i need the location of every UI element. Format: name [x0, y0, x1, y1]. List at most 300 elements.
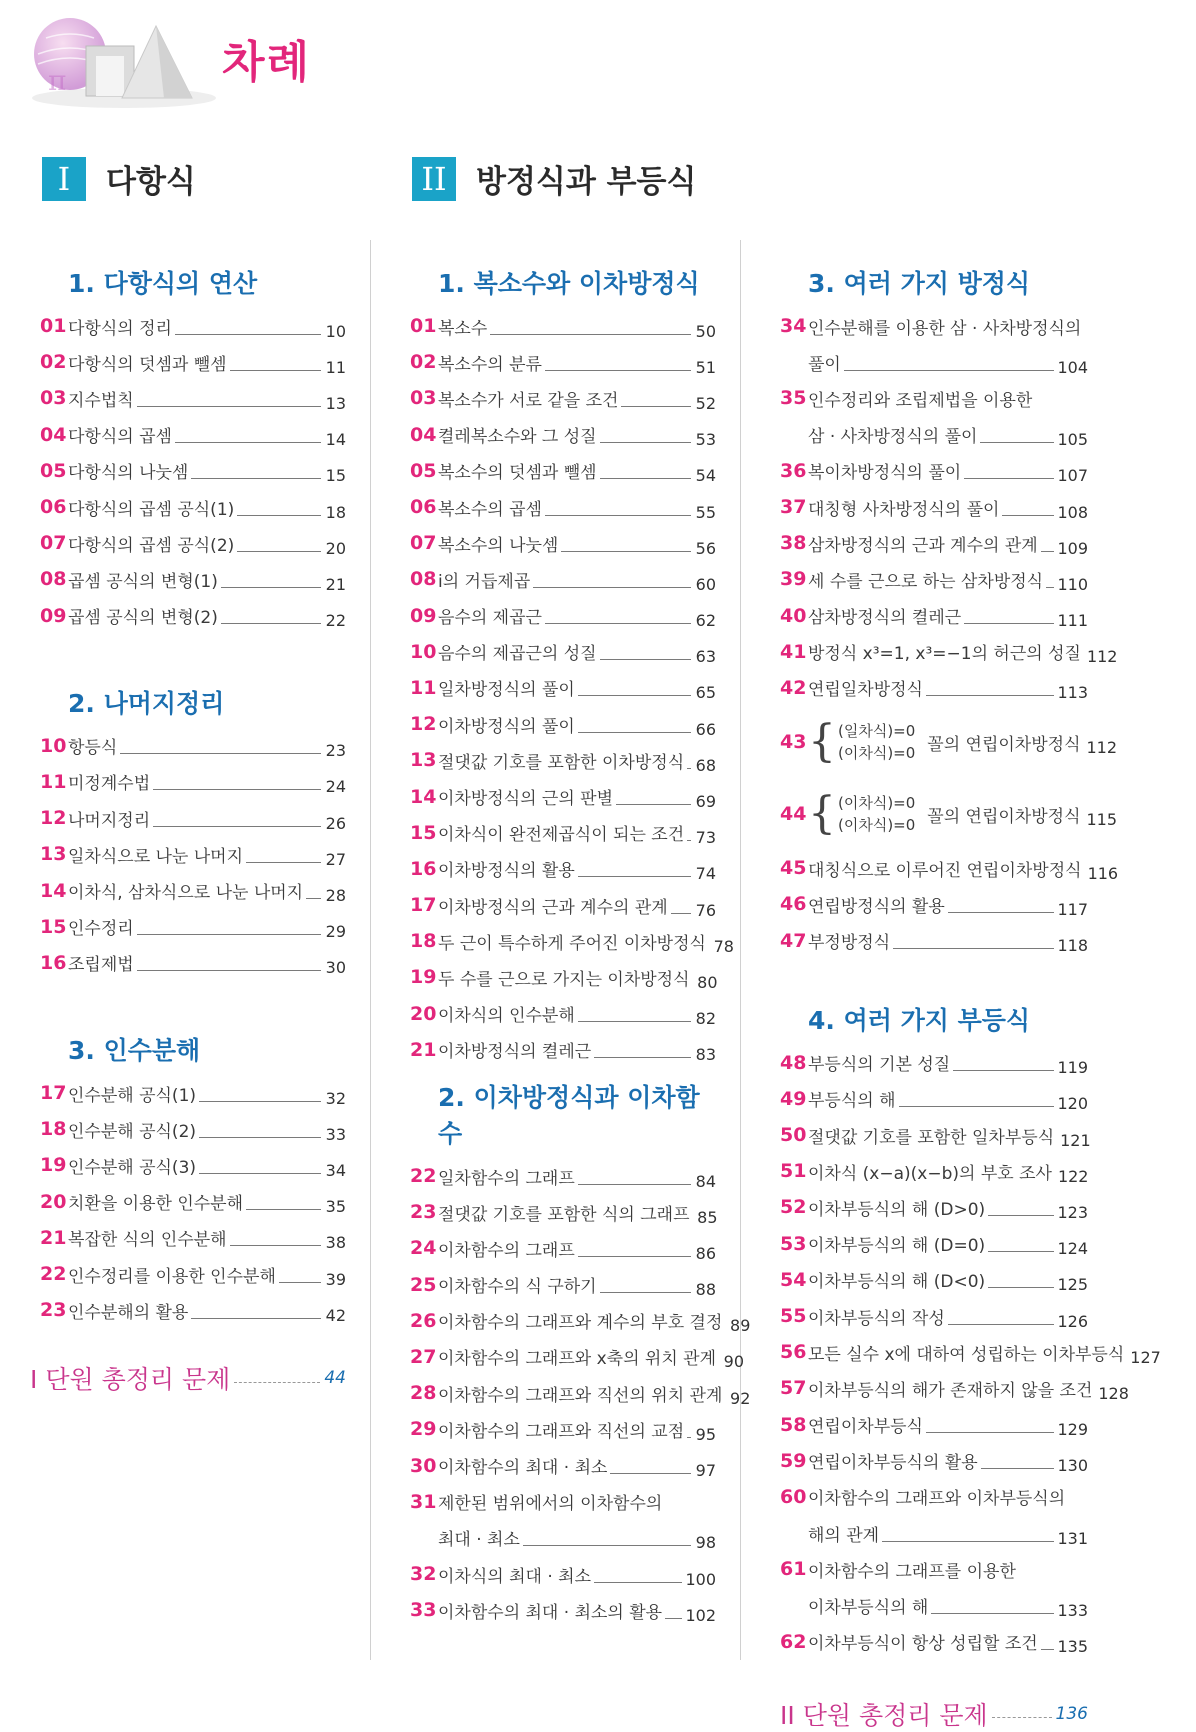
entry-title: 이차함수의 식 구하기	[438, 1277, 597, 1298]
entry-number: 41	[780, 640, 807, 663]
entry-page-number: 76	[695, 900, 716, 920]
entry-title: 미정계수법	[68, 774, 151, 795]
entry-number: 20	[40, 1190, 67, 1213]
entry-number: 46	[780, 893, 807, 916]
entry-title: 대칭식으로 이루어진 연립이차방정식	[808, 860, 1082, 881]
toc-entry[interactable]	[780, 1479, 1088, 1515]
entry-page-number: 105	[1057, 430, 1088, 450]
entry-title: 복소수가 서로 같을 조건	[438, 390, 619, 411]
toc-entry[interactable]	[780, 1624, 1088, 1660]
toc-entry[interactable]	[780, 1407, 1088, 1443]
leader-line	[665, 1618, 682, 1619]
entry-page-number: 55	[695, 502, 716, 522]
leader-line	[948, 1324, 1055, 1325]
part-title: 방정식과 부등식	[476, 164, 697, 200]
entry-page-number: 28	[325, 886, 346, 906]
entry-page-number: 21	[325, 574, 346, 594]
leader-line	[545, 370, 691, 371]
toc-entry-continuation[interactable]	[780, 344, 1088, 380]
toc-entry[interactable]	[40, 1075, 346, 1111]
toc-entry[interactable]	[780, 598, 1088, 634]
leader-line	[279, 1282, 321, 1283]
entry-title: 켤레복소수와 그 성질	[438, 427, 597, 448]
entry-number: 36	[780, 459, 807, 482]
toc-entry[interactable]	[40, 728, 346, 764]
entry-title: 음수의 제곱근	[438, 608, 542, 629]
toc-entry[interactable]	[780, 1262, 1088, 1298]
leader-line	[882, 1541, 1054, 1542]
entry-title: 음수의 제곱근의 성질	[438, 644, 597, 665]
entry-page-number: 112	[1086, 647, 1118, 667]
entry-page-number: 107	[1057, 466, 1088, 486]
entry-page-number: 54	[695, 466, 716, 486]
toc-entry[interactable]	[40, 489, 346, 525]
chapter-heading: 1. 복소수와 이차방정식	[438, 269, 700, 298]
toc-entry[interactable]	[780, 850, 1119, 886]
entry-title: 연립이차부등식의 활용	[808, 1453, 978, 1474]
entry-title: 연립이차부등식	[808, 1417, 923, 1438]
entry-number: 40	[780, 604, 807, 627]
leader-line	[221, 587, 321, 588]
entry-number: 56	[780, 1341, 807, 1364]
toc-entry[interactable]	[40, 525, 346, 561]
toc-entry[interactable]	[40, 561, 346, 597]
leader-line	[120, 753, 321, 754]
toc-entry[interactable]	[40, 1220, 346, 1256]
entry-page-number: 115	[1086, 809, 1118, 829]
toc-entry[interactable]	[780, 1551, 1088, 1587]
leader-line	[175, 334, 321, 335]
toc-entry[interactable]	[410, 1158, 716, 1194]
toc-entry[interactable]	[40, 1256, 346, 1292]
entry-page-number: 14	[325, 430, 346, 450]
toc-entry[interactable]	[780, 1370, 1129, 1406]
leader-line	[1046, 587, 1054, 588]
entry-number: 16	[410, 857, 437, 880]
entry-number: 51	[780, 1160, 807, 1183]
entry-title: 인수분해 공식(1)	[68, 1085, 197, 1106]
entry-title: 부등식의 기본 성질	[808, 1055, 951, 1076]
section-gap	[40, 634, 346, 664]
entry-page-number: 122	[1057, 1166, 1089, 1186]
entry-title: 조립제법	[68, 955, 134, 976]
entry-title: 이차방정식의 풀이	[438, 716, 575, 737]
leader-line	[137, 934, 321, 935]
toc-entry[interactable]	[40, 836, 346, 872]
entry-page-number: 102	[685, 1605, 716, 1625]
leader-line	[594, 1582, 682, 1583]
toc-entry[interactable]	[780, 670, 1088, 706]
entry-title: 절댓값 기호를 포함한 일차부등식	[808, 1127, 1055, 1148]
leader-line	[844, 370, 1055, 371]
toc-entry[interactable]	[40, 417, 346, 453]
entry-title: 인수정리를 이용한 인수분해	[68, 1266, 276, 1287]
leader-line	[545, 623, 691, 624]
entry-title: 두 근이 특수하게 주어진 이차방정식	[438, 933, 706, 954]
entry-number: 12	[40, 807, 67, 830]
toc-entry[interactable]	[410, 525, 716, 561]
leader-line	[578, 1256, 691, 1257]
toc-entry[interactable]	[410, 1194, 716, 1230]
chapter-heading: 4. 여러 가지 부등식	[808, 1005, 1031, 1035]
toc-entry[interactable]	[780, 1153, 1088, 1189]
toc-entry[interactable]	[410, 344, 716, 380]
entry-number: 37	[780, 496, 807, 519]
entry-page-number: 51	[695, 357, 716, 377]
entry-title-continuation: 삼 · 사차방정식의 풀이	[808, 427, 978, 448]
entry-title: 복소수의 덧셈과 뺄셈	[438, 463, 597, 484]
leader-line	[306, 898, 321, 899]
toc-entry[interactable]	[410, 380, 716, 416]
entry-number: 05	[40, 459, 67, 482]
toc-entry[interactable]	[410, 453, 716, 489]
entry-number: 02	[410, 351, 437, 374]
entry-title: 인수분해의 활용	[68, 1302, 189, 1323]
equation-stack	[838, 792, 915, 836]
toc-entry[interactable]	[780, 561, 1088, 597]
entry-number: 09	[40, 604, 67, 627]
toc-entry[interactable]	[780, 922, 1088, 958]
section-gap	[780, 959, 1088, 981]
entry-title: 복소수의 분류	[438, 354, 542, 375]
entry-number: 62	[780, 1630, 807, 1653]
leader-line	[578, 695, 691, 696]
entry-title: 대칭형 사차방정식의 풀이	[808, 499, 1000, 520]
entry-title: 연립방정식의 활용	[808, 896, 945, 917]
leader-line	[899, 1106, 1055, 1107]
leader-line	[578, 1184, 691, 1185]
toc-entry[interactable]	[780, 778, 1118, 850]
toc-column-2	[410, 244, 751, 1628]
toc-entry[interactable]	[780, 1298, 1088, 1334]
entry-page-number: 62	[695, 611, 716, 631]
toc-entry[interactable]	[40, 308, 346, 344]
entry-title: 이차부등식의 작성	[808, 1308, 945, 1329]
entry-title: 다항식의 덧셈과 뺄셈	[68, 354, 227, 375]
leader-line	[523, 1545, 691, 1546]
entry-page-number: 53	[695, 430, 716, 450]
entry-page-number: 89	[730, 1316, 751, 1336]
entry-page-number: 133	[1057, 1601, 1088, 1621]
simultaneous-equation-system	[808, 716, 927, 768]
unit-review-title: I 단원 총정리 문제	[30, 1365, 231, 1395]
entry-title: 다항식의 곱셈 공식(1)	[68, 499, 235, 520]
toc-entry[interactable]	[410, 1556, 716, 1592]
entry-title: 제한된 범위에서의 이차함수의	[438, 1494, 663, 1515]
toc-entry[interactable]	[780, 489, 1088, 525]
entry-page-number: 20	[325, 538, 346, 558]
entry-title: 꼴의 연립이차방정식	[927, 806, 1081, 827]
toc-entry[interactable]	[40, 800, 346, 836]
toc-entry[interactable]	[410, 1447, 716, 1483]
toc-entry[interactable]	[40, 909, 346, 945]
leader-line	[199, 1173, 321, 1174]
entry-page-number: 109	[1057, 538, 1088, 558]
toc-entry[interactable]	[780, 525, 1088, 561]
toc-entry[interactable]	[410, 1267, 716, 1303]
entry-title: 치환을 이용한 인수분해	[68, 1194, 244, 1215]
leader-line	[533, 587, 691, 588]
toc-entry[interactable]	[410, 1032, 716, 1068]
entry-page-number: 74	[695, 864, 716, 884]
entry-number: 17	[410, 894, 437, 917]
toc-entry[interactable]	[780, 1045, 1088, 1081]
toc-entry[interactable]	[780, 308, 1088, 344]
entry-number: 54	[780, 1268, 807, 1291]
entry-number: 23	[410, 1201, 437, 1224]
entry-page-number: 11	[325, 357, 346, 377]
entry-title: 일차식으로 나눈 나머지	[68, 846, 244, 867]
toc-entry[interactable]	[410, 1339, 745, 1375]
entry-number: 01	[40, 315, 67, 338]
toc-entry[interactable]	[410, 1411, 716, 1447]
entry-page-number: 63	[695, 647, 716, 667]
equation-line: (이차식)=0	[838, 744, 916, 763]
entry-page-number: 123	[1057, 1202, 1088, 1222]
entry-title: 이차함수의 그래프와 직선의 교점	[438, 1421, 685, 1442]
entry-page-number: 119	[1057, 1058, 1088, 1078]
entry-number: 19	[410, 966, 437, 989]
toc-entry[interactable]	[40, 1111, 346, 1147]
toc-entry[interactable]	[40, 764, 346, 800]
entry-page-number: 121	[1060, 1130, 1091, 1150]
entry-number: 57	[780, 1377, 807, 1400]
toc-entry[interactable]	[410, 706, 716, 742]
entry-title: 다항식의 곱셈 공식(2)	[68, 535, 235, 556]
toc-entry[interactable]	[410, 959, 716, 995]
entry-page-number: 24	[325, 777, 346, 797]
entry-number: 25	[410, 1273, 437, 1296]
leader-line	[237, 515, 321, 516]
toc-entry[interactable]	[40, 1184, 346, 1220]
leader-line	[926, 695, 1054, 696]
entry-title: 복이차방정식의 풀이	[808, 463, 962, 484]
toc-entry[interactable]	[780, 1334, 1161, 1370]
entry-title: 이차함수의 최대 · 최소의 활용	[438, 1602, 663, 1623]
toc-entry[interactable]	[40, 872, 346, 908]
entry-number: 23	[40, 1299, 67, 1322]
entry-title: 이차부등식의 해가 존재하지 않을 조건	[808, 1380, 1093, 1401]
entry-number: 04	[410, 423, 437, 446]
toc-entry[interactable]	[780, 1081, 1088, 1117]
entry-number: 20	[410, 1002, 437, 1025]
toc-entry[interactable]	[40, 598, 346, 634]
entry-title-continuation: 이차부등식의 해	[808, 1598, 929, 1619]
toc-entry[interactable]	[410, 923, 734, 959]
entry-title: i의 거듭제곱	[438, 571, 531, 592]
svg-text:π: π	[48, 64, 67, 97]
chapter-heading: 2. 나머지정리	[68, 688, 225, 718]
entry-page-number: 92	[730, 1388, 751, 1408]
entry-page-number: 90	[723, 1352, 745, 1372]
entry-number: 48	[780, 1051, 807, 1074]
toc-entry[interactable]	[780, 453, 1088, 489]
toc-entry[interactable]	[410, 815, 716, 851]
entry-title: 이차함수의 그래프를 이용한	[808, 1561, 1016, 1582]
entry-page-number: 110	[1057, 574, 1088, 594]
toc-entry-continuation[interactable]	[780, 1515, 1088, 1551]
entry-title: 다항식의 정리	[68, 318, 172, 339]
toc-entry[interactable]	[410, 1592, 716, 1628]
toc-entry[interactable]	[780, 1189, 1088, 1225]
toc-entry-continuation[interactable]	[780, 1587, 1088, 1623]
leader-line	[199, 1137, 321, 1138]
toc-entry-continuation[interactable]	[410, 1520, 716, 1556]
toc-entry[interactable]	[410, 489, 716, 525]
entry-page-number: 127	[1130, 1347, 1161, 1367]
section-gap	[40, 981, 346, 1011]
entry-page-number: 128	[1098, 1383, 1129, 1403]
toc-entry[interactable]	[780, 380, 1088, 416]
leader-line	[1041, 1649, 1055, 1650]
entry-number: 50	[780, 1124, 807, 1147]
entry-page-number: 27	[325, 849, 346, 869]
entry-number: 02	[40, 351, 67, 374]
toc-entry[interactable]	[780, 1226, 1088, 1262]
entry-page-number: 113	[1057, 683, 1088, 703]
toc-entry[interactable]	[410, 887, 716, 923]
leader-line	[964, 623, 1054, 624]
entry-title: 일차함수의 그래프	[438, 1168, 575, 1189]
entry-number: 06	[410, 496, 437, 519]
toc-entry[interactable]	[410, 778, 716, 814]
leader-line	[246, 862, 321, 863]
unit-review-link[interactable]	[30, 1360, 346, 1396]
part-1-header	[42, 156, 196, 201]
toc-entry[interactable]	[410, 634, 716, 670]
entry-number: 14	[40, 879, 67, 902]
entry-number: 03	[410, 387, 437, 410]
entry-title: 이차식, 삼차식으로 나눈 나머지	[68, 883, 304, 904]
toc-entry[interactable]	[410, 851, 716, 887]
entry-page-number: 124	[1057, 1239, 1088, 1259]
entry-title: 모든 실수 x에 대하여 성립하는 이차부등식	[808, 1344, 1125, 1365]
entry-page-number: 23	[325, 741, 346, 761]
toc-entry[interactable]	[410, 1484, 716, 1520]
equation-stack	[838, 720, 915, 764]
entry-page-number: 111	[1057, 611, 1088, 631]
toc-entry-continuation[interactable]	[780, 417, 1088, 453]
entry-page-number: 125	[1057, 1275, 1088, 1295]
toc-entry[interactable]	[40, 453, 346, 489]
toc-entry[interactable]	[40, 945, 346, 981]
leader-line	[926, 1432, 1054, 1433]
entry-title: 이차방정식의 근의 판별	[438, 789, 614, 810]
header-decoration-image	[24, 12, 224, 112]
entry-title: 꼴의 연립이차방정식	[927, 734, 1081, 755]
entry-number: 16	[40, 951, 67, 974]
entry-page-number: 30	[325, 958, 346, 978]
entry-number: 12	[410, 713, 437, 736]
entry-number: 31	[410, 1490, 437, 1513]
entry-page-number: 68	[695, 755, 716, 775]
toc-entry[interactable]	[410, 598, 716, 634]
toc-entry[interactable]	[410, 1375, 751, 1411]
chapter-heading: 3. 여러 가지 방정식	[808, 269, 1031, 298]
entry-number: 61	[780, 1558, 807, 1581]
toc-column-3	[780, 244, 1161, 1732]
entry-title: 절댓값 기호를 포함한 이차방정식	[438, 752, 685, 773]
entry-page-number: 50	[695, 321, 716, 341]
entry-page-number: 129	[1057, 1420, 1088, 1440]
toc-entry[interactable]	[780, 706, 1118, 778]
leader-line	[545, 515, 691, 516]
leader-line	[561, 551, 691, 552]
toc-entry[interactable]	[40, 344, 346, 380]
toc-entry[interactable]	[40, 1292, 346, 1328]
entry-page-number: 120	[1057, 1094, 1088, 1114]
unit-review-page: 136	[1055, 1703, 1088, 1724]
entry-number: 47	[780, 929, 807, 952]
entry-title: 항등식	[68, 738, 118, 759]
toc-entry[interactable]	[780, 1117, 1091, 1153]
unit-review-page: 44	[324, 1368, 346, 1389]
leader-line	[237, 551, 321, 552]
leader-line	[621, 406, 691, 407]
toc-entry[interactable]	[410, 308, 716, 344]
leader-line	[953, 1070, 1054, 1071]
toc-entry[interactable]	[410, 996, 716, 1032]
column-divider	[740, 240, 741, 1660]
entry-number: 17	[40, 1082, 67, 1105]
leader-line	[948, 912, 1055, 913]
toc-entry[interactable]	[410, 742, 716, 778]
entry-page-number: 131	[1057, 1528, 1088, 1548]
entry-title: 곱셈 공식의 변형(1)	[68, 571, 218, 592]
chapter-heading: 1. 다항식의 연산	[68, 269, 258, 298]
entry-page-number: 15	[325, 466, 346, 486]
entry-number: 21	[410, 1038, 437, 1061]
entry-number: 11	[40, 770, 67, 793]
toc-entry[interactable]	[410, 1303, 751, 1339]
entry-number: 32	[410, 1563, 437, 1586]
leader-line	[981, 1468, 1055, 1469]
toc-entry[interactable]	[410, 1230, 716, 1266]
entry-page-number: 116	[1087, 863, 1119, 883]
toc-entry[interactable]	[40, 1147, 346, 1183]
toc-entry[interactable]	[780, 1443, 1088, 1479]
leader-line	[490, 334, 691, 335]
toc-entry[interactable]	[410, 670, 716, 706]
entry-title-continuation: 풀이	[808, 354, 841, 375]
leader-line	[578, 876, 691, 877]
entry-title: 부정방정식	[808, 933, 891, 954]
entry-page-number: 18	[325, 502, 346, 522]
entry-title: 세 수를 근으로 하는 삼차방정식	[808, 571, 1044, 592]
entry-title: 이차방정식의 켤레근	[438, 1042, 592, 1063]
part-number-badge: II	[412, 157, 456, 201]
entry-title: 이차함수의 그래프와 계수의 부호 결정	[438, 1313, 723, 1334]
entry-page-number: 32	[325, 1088, 346, 1108]
entry-number: 27	[410, 1345, 437, 1368]
toc-entry[interactable]	[40, 380, 346, 416]
entry-number: 22	[40, 1263, 67, 1286]
chapter-heading: 2. 이차방정식과 이차함수	[438, 1082, 700, 1148]
toc-entry[interactable]	[780, 886, 1088, 922]
entry-number: 33	[410, 1599, 437, 1622]
entry-title: 인수분해 공식(2)	[68, 1121, 197, 1142]
entry-number: 18	[410, 930, 437, 953]
toc-entry[interactable]	[410, 417, 716, 453]
entry-page-number: 97	[695, 1461, 716, 1481]
leader-line	[578, 1021, 691, 1022]
toc-entry[interactable]	[780, 634, 1118, 670]
entry-title: 이차부등식의 해 (D=0)	[808, 1236, 986, 1257]
section-gap	[780, 1660, 1088, 1696]
entry-page-number: 130	[1057, 1456, 1088, 1476]
unit-review-link[interactable]	[780, 1696, 1088, 1732]
toc-entry[interactable]	[410, 561, 716, 597]
